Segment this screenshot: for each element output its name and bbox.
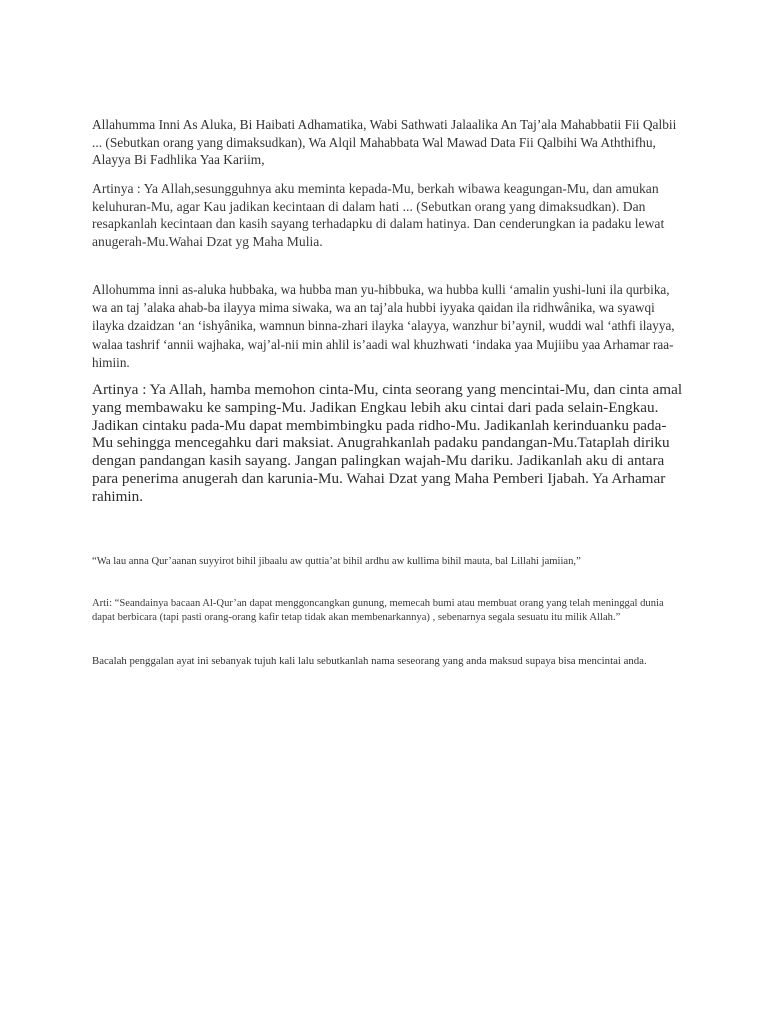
reading-instruction: Bacalah penggalan ayat ini sebanyak tujuh kali lalu sebutkanlah nama seseorang yang anda maksud supaya bisa mencintai anda. — [92, 655, 647, 667]
prayer-translation-1: Artinya : Ya Allah,sesungguhnya aku meminta kepada-Mu, berkah wibawa keagungan-Mu, dan amukan keluhuran-Mu, agar Kau jadikan kecintaan di dalam hati ... (Sebutkan orang yang dimaksudkan). Dan resapkanlah kecintaan dan kasih sayang terhadapku di dalam hatinya. Dan cenderungkan ia padaku lewat anugerah-Mu.Wahai Dzat yg Maha Mulia. — [92, 181, 665, 249]
verse-translation: Arti: “Seandainya bacaan Al-Qur’an dapat menggoncangkan gunung, memecah bumi atau membuat orang yang telah meninggal dunia dapat berbicara (tapi pasti orang-orang kafir tetap tidak akan membenarkannya) , sebenarnya segala sesuatu itu milik Allah.” — [92, 598, 664, 623]
prayer-translation-2: Artinya : Ya Allah, hamba memohon cinta-Mu, cinta seorang yang mencintai-Mu, dan cinta amal yang membawaku ke samping-Mu. Jadikan Engkau lebih aku cintai dari pada selain-Engkau. Jadikan cintaku pada-Mu dapat membimbingku pada ridho-Mu. Jadikanlah kerinduanku pada-Mu sehingga mencegahku dari maksiat. Anugrahkanlah padaku pandangan-Mu.Tataplah diriku dengan pandangan kasih sayang. Jangan palingkan wajah-Mu dariku. Jadikanlah aku di antara para penerima anugerah dan karunia-Mu. Wahai Dzat yang Maha Pemberi Ijabah. Ya Arhamar rahimin. — [92, 381, 683, 505]
prayer-transliteration-2: Allohumma inni as-aluka hubbaka, wa hubba man yu-hibbuka, wa hubba kulli ‘amalin yushi-luni ila qurbika, wa an taj ’alaka ahab-ba ilayya mima siwaka, wa an taj’ala hubbi iyyaka qaidan ila ridhwânika, wa syawqi ilayka dzaidzan ‘an ‘ishyânika, wamnun binna-zhari ilayka ‘alayya, wanzhur bi’aynil, wuddi wal ‘athfi ilayya, walaa tashrif ‘annii wajhaka, waj’al-nii min ahlil is’aadi wal khuzhwati ‘indaka yaa Mujiibu yaa Arhamar raa-himiin. — [92, 282, 675, 370]
verse-transliteration: “Wa lau anna Qur’aanan suyyirot bihil jibaalu aw quttia’at bihil ardhu aw kullima bihil mauta, bal Lillahi jamiian,” — [92, 556, 581, 567]
prayer-transliteration-1: Allahumma Inni As Aluka, Bi Haibati Adhamatika, Wabi Sathwati Jalaalika An Taj’ala Mahabbatii Fii Qalbii ... (Sebutkan orang yang dimaksudkan), Wa Alqil Mahabbata Wal Mawad Data Fii Qalbihi Wa Aththifhu, Alayya Bi Fadhlika Yaa Kariim, — [92, 117, 677, 167]
